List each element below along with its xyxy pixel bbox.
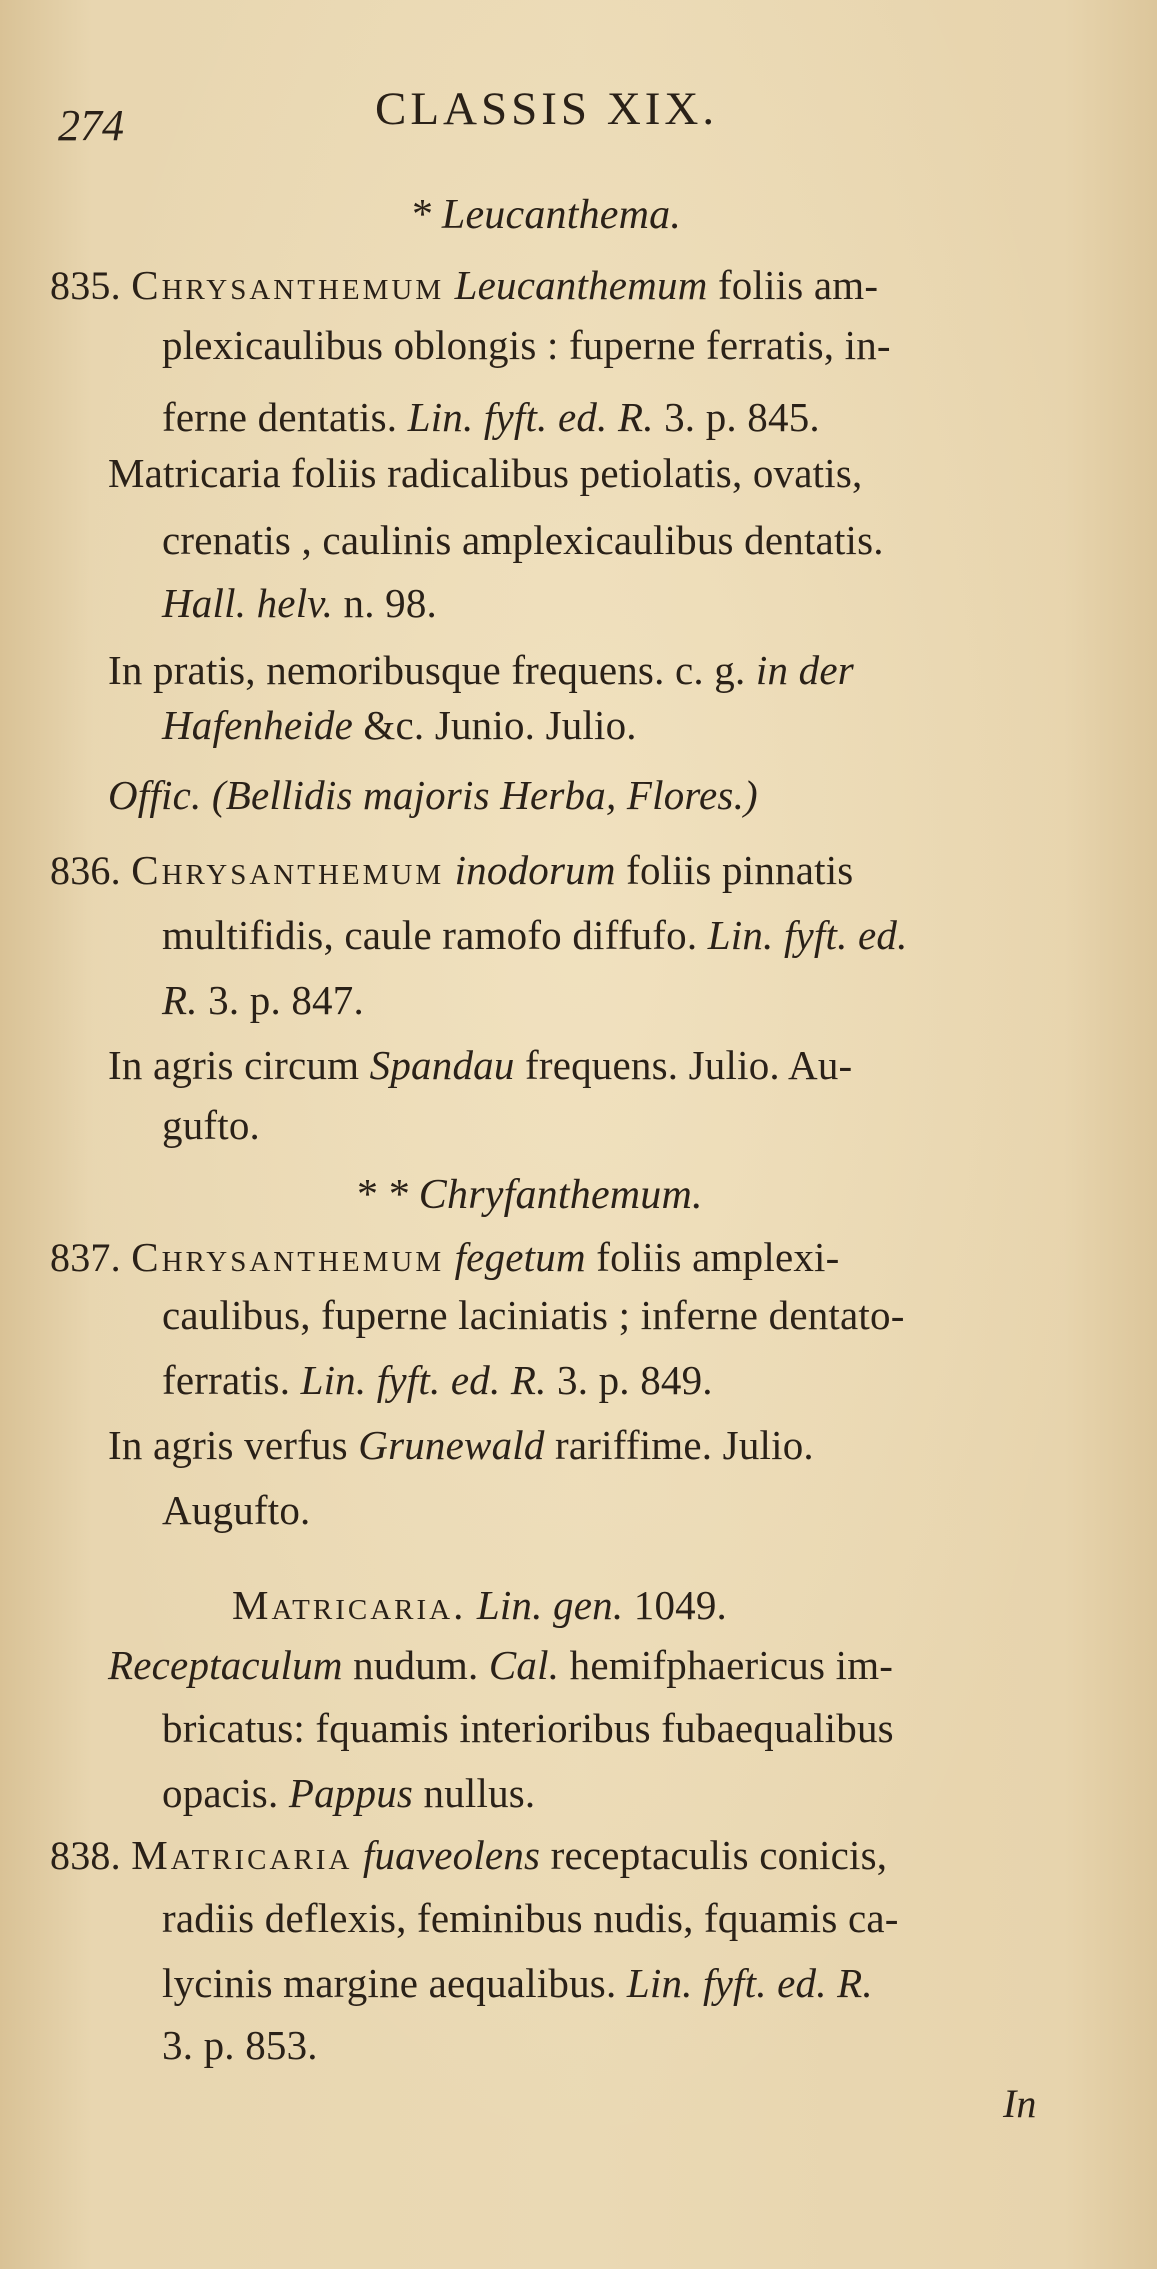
entry-838-line-2: radiis deflexis, feminibus nudis, fquamis ca- [162,1895,899,1941]
genus-heading [232,1580,727,1630]
genus-title: Matricaria. [232,1582,467,1628]
running-title: CLASSIS XIX. [375,83,719,135]
habitat-text: In agris circum [108,1042,370,1088]
description-text: ferratis. [162,1357,301,1403]
entry-836-habitat-1 [108,1040,852,1090]
reference: R. [162,977,198,1023]
description-text: foliis am- [707,262,879,308]
entry-837-line-2: caulibus, fuperne laciniatis ; inferne dentato- [162,1292,905,1338]
reference: Lin. fyft. ed. R. [407,394,654,440]
entry-number: 838. [50,1833,121,1878]
description-text: receptaculis conicis, [540,1832,888,1878]
entry-836-habitat-2: gufto. [162,1102,260,1148]
entry-837-habitat-2: Augufto. [162,1487,311,1533]
entry-835-line-1 [50,260,878,311]
habitat-text: frequens. Julio. Au- [514,1042,853,1088]
section-heading-leucanthema: * Leucanthema. [410,192,682,238]
species-name: inodorum [454,847,616,893]
habitat-place: Grunewald [358,1422,545,1468]
description-text: multifidis, caule ramofo diffufo. [162,912,708,958]
species-name: Leucanthemum [454,262,708,308]
description-text: lycinis margine aequalibus. [162,1960,627,2006]
entry-number: 836. [50,848,121,893]
entry-837-habitat-1 [108,1420,814,1470]
genus-name: Chrysanthemum [131,262,445,308]
character-text: nullus. [413,1770,536,1816]
reference: Lin. fyft. ed. [707,912,908,958]
genus-name: Chrysanthemum [131,1234,445,1280]
entry-838-line-3 [162,1958,873,2008]
habitat-place: Spandau [369,1042,515,1088]
term: Receptaculum [108,1642,343,1688]
term: Cal. [488,1642,560,1688]
character-text: opacis. [162,1770,289,1816]
habitat-text: &c. Junio. Julio. [352,702,637,748]
description-text: foliis amplexi- [585,1234,840,1280]
reference-number: 1049. [623,1582,727,1628]
entry-number: 835. [50,263,121,308]
reference-page: n. 98. [333,580,437,626]
reference-page: 3. p. 845. [653,394,820,440]
term: Pappus [288,1770,414,1816]
entry-836-line-3 [162,975,364,1025]
entry-837-line-1 [50,1232,840,1283]
habitat-text: rariffime. Julio. [544,1422,814,1468]
description-text: ferne dentatis. [162,394,408,440]
species-name: fuaveolens [362,1832,541,1878]
entry-836-line-1 [50,845,853,896]
habitat-place: in der [755,647,854,693]
character-text: nudum. [342,1642,489,1688]
description-text: foliis pinnatis [615,847,854,893]
habitat-text: In agris verfus [108,1422,359,1468]
entry-835-officinal: Offic. (Bellidis majoris Herba, Flores.) [108,772,758,818]
genus-name: Matricaria [131,1832,353,1878]
entry-838-line-1 [50,1830,887,1881]
habitat-text: In pratis, nemoribusque frequens. c. g. [108,647,756,693]
section-heading-chryfanthemum: * * Chryfanthemum. [355,1172,703,1218]
entry-837-line-3 [162,1355,713,1405]
genus-character-line-3 [162,1768,535,1818]
catchword: In [1003,2081,1037,2126]
entry-836-line-2 [162,910,908,960]
entry-835-synonym-2: crenatis , caulinis amplexicaulibus dentatis. [162,517,884,563]
genus-character-line-1 [108,1640,893,1690]
entry-835-habitat-1 [108,645,854,695]
entry-835-line-3 [162,392,820,442]
reference: Lin. gen. [466,1582,624,1628]
character-text: hemifphaericus im- [559,1642,894,1688]
entry-838-line-4: 3. p. 853. [162,2022,318,2068]
genus-character-line-2: bricatus: fquamis interioribus fubaequalibus [162,1705,894,1751]
reference-page: 3. p. 849. [546,1357,713,1403]
reference-page: 3. p. 847. [197,977,364,1023]
entry-number: 837. [50,1235,121,1280]
genus-name: Chrysanthemum [131,847,445,893]
entry-835-synonym-3 [162,578,437,628]
entry-835-synonym-1: Matricaria foliis radicalibus petiolatis, ovatis, [108,450,863,496]
habitat-place: Hafenheide [162,702,353,748]
entry-835-line-2: plexicaulibus oblongis : fuperne ferratis, in- [162,322,891,368]
species-name: fegetum [454,1234,586,1280]
reference: Lin. fyft. ed. R. [300,1357,547,1403]
page-number: 274 [58,101,124,150]
reference: Hall. helv. [162,580,334,626]
reference: Lin. fyft. ed. R. [626,1960,873,2006]
entry-835-habitat-2 [162,700,637,750]
